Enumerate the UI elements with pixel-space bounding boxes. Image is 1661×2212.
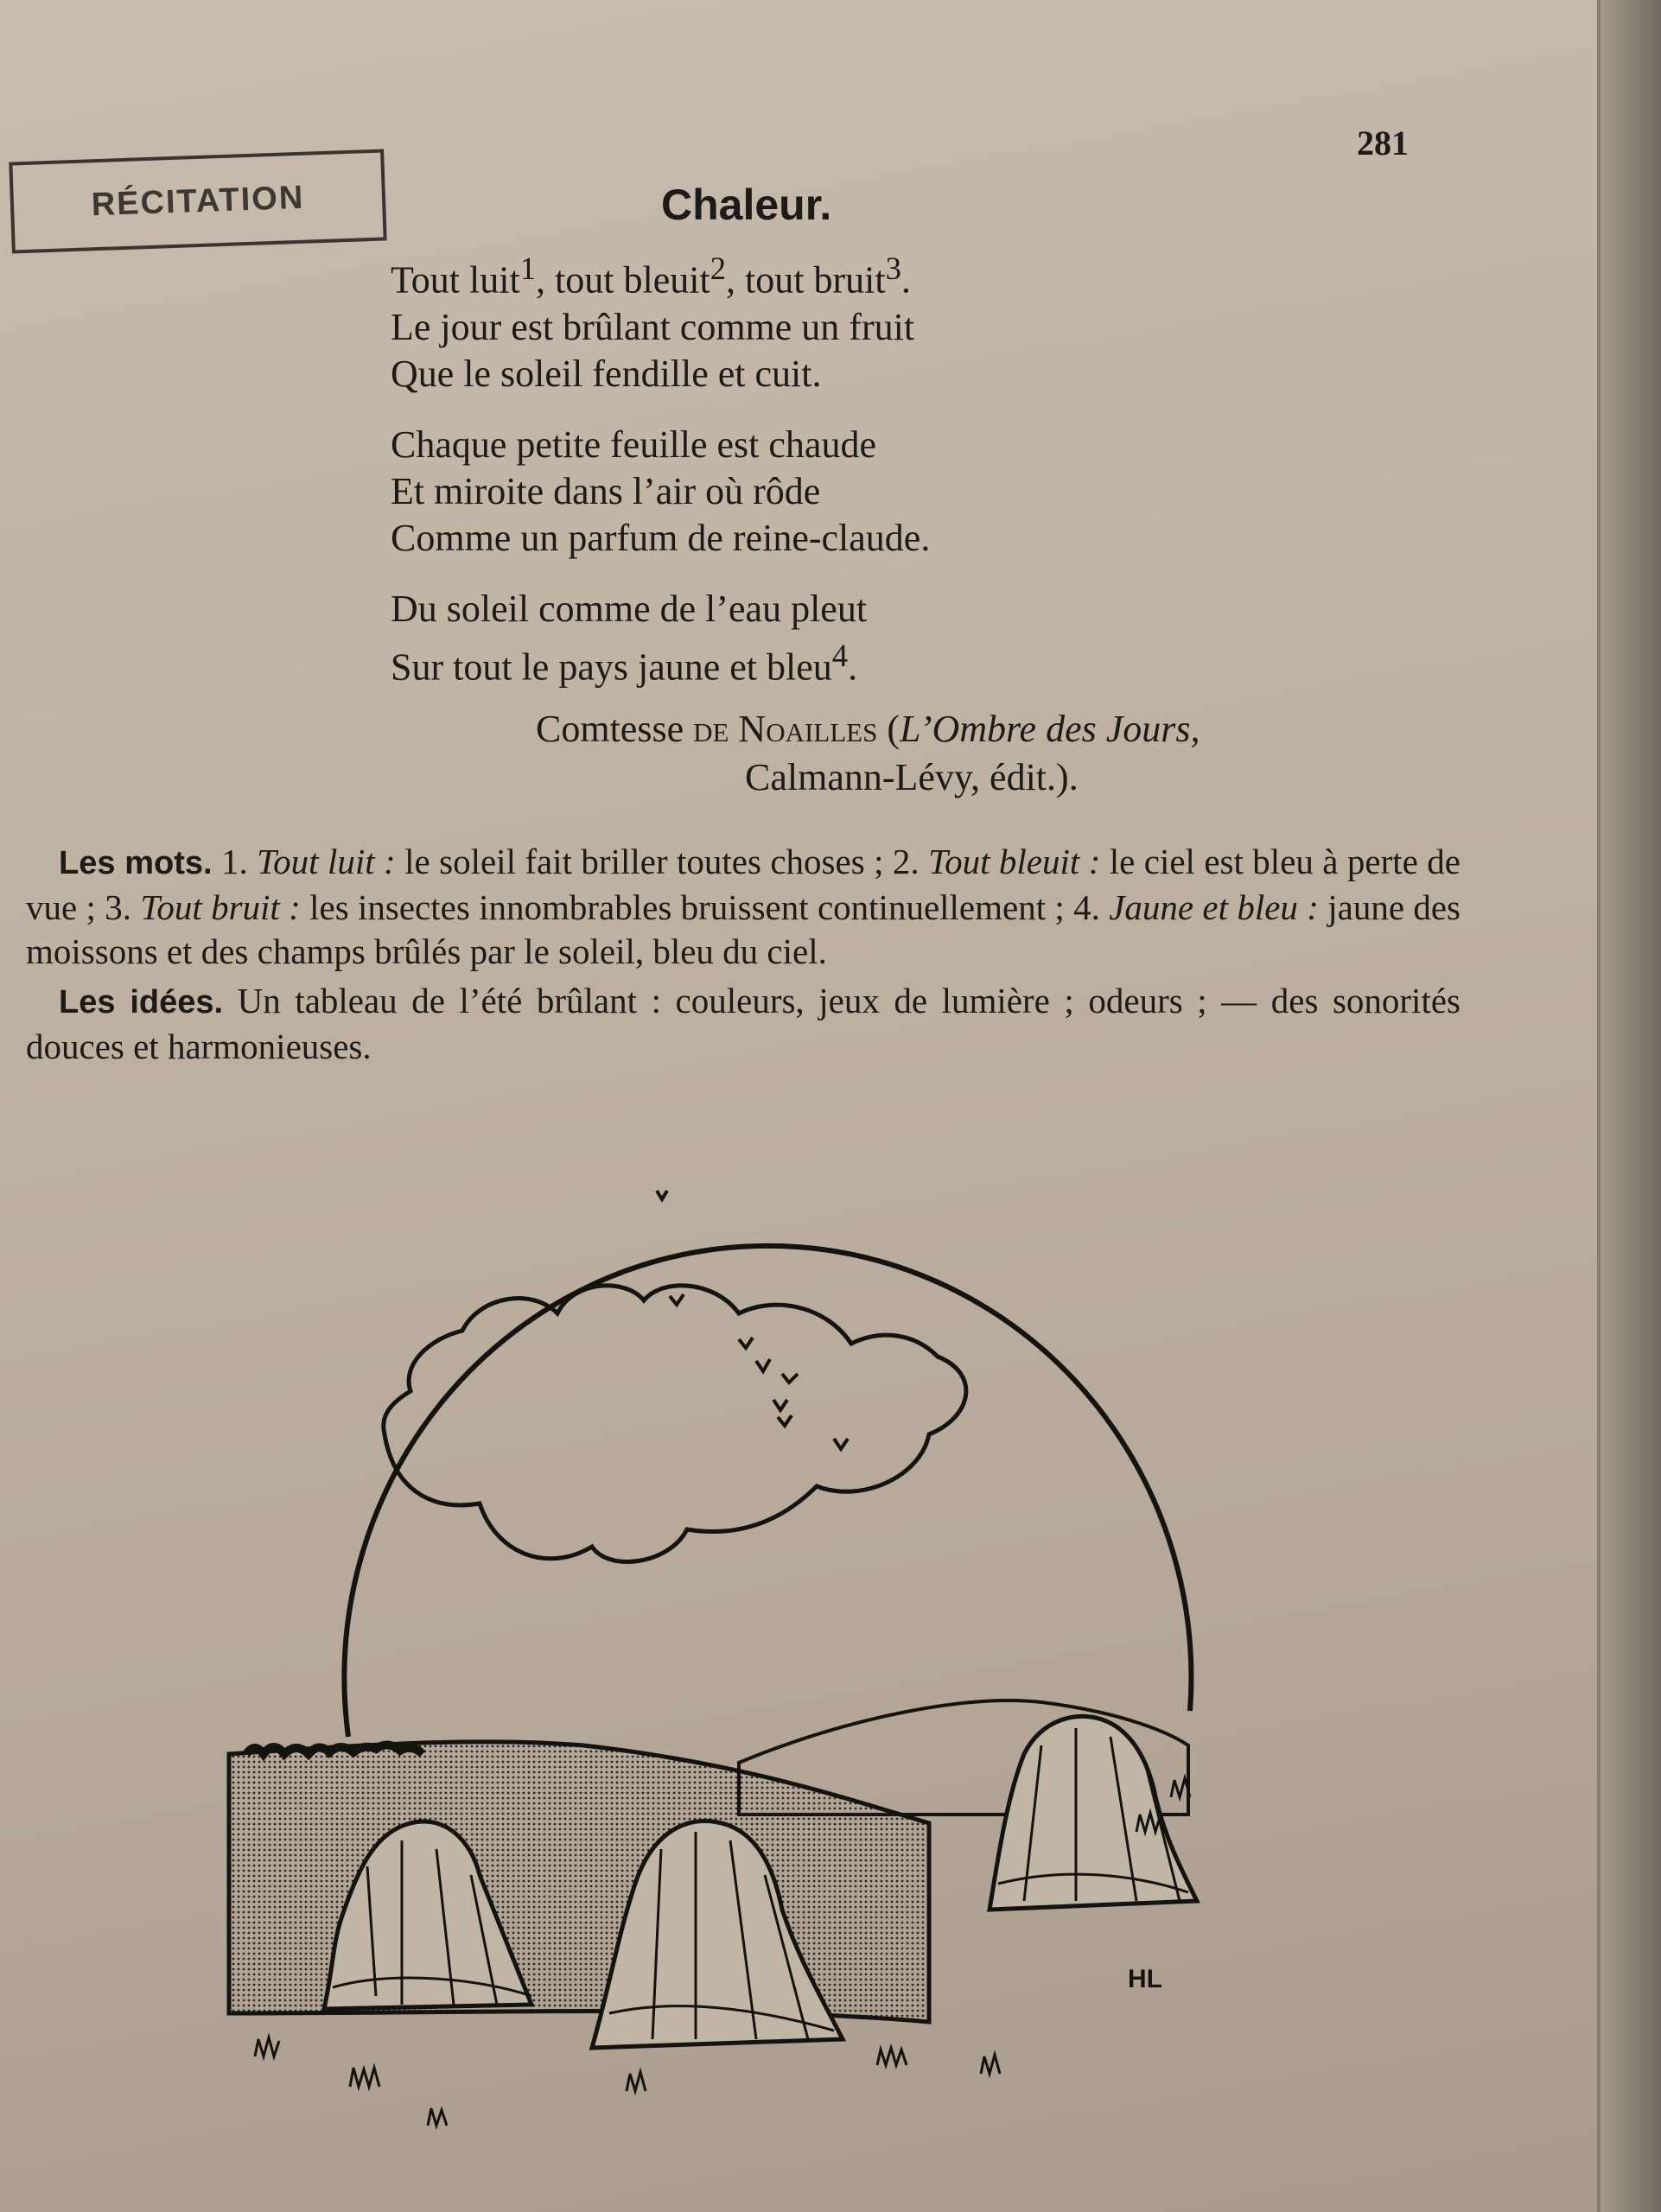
stanza-2 — [391, 422, 1168, 562]
poem-line: Chaque petite feuille est chaude — [391, 423, 876, 466]
footnote-marker: 2 — [710, 251, 727, 286]
poem — [391, 245, 1168, 715]
notes-idees: Les idées. Un tableau de l’été brûlant : couleurs, jeux de lumière ; odeurs ; — des sonorités douces et harmonieuses. — [26, 981, 1461, 1066]
poem-line: Que le soleil fendille et cuit. — [391, 352, 822, 395]
attribution: Comtesse de Noailles (L’Ombre des Jours, Calmann-Lévy, édit.). — [536, 705, 1365, 802]
page-number: 281 — [1357, 124, 1409, 162]
stanza-1 — [391, 245, 1168, 397]
work-title: L’Ombre des Jours, — [900, 708, 1200, 750]
notes-mots: Les mots. 1. Tout luit : le soleil fait briller toutes choses ; 2. Tout bleuit : le ciel est bleu à perte de vue ; 3. Tout bruit : les insectes innombrables bruissent continuellement ; 4. Jaune et bleu : jaune des moissons et des champs brûlés par le soleil, bleu du ciel. — [26, 842, 1461, 971]
notes — [26, 840, 1461, 1069]
harvest-illustration — [220, 1158, 1344, 2143]
footnote-marker: 3 — [885, 251, 901, 286]
footnote-marker: 1 — [519, 251, 537, 286]
author-name: de Noailles — [693, 708, 878, 750]
poem-line: Et miroite dans l’air où rôde — [391, 469, 821, 512]
footnote-marker: 4 — [831, 637, 849, 673]
poem-line: Tout luit$^1$, tout bleuit$^2$, tout bruit$^3$. — [391, 251, 911, 302]
recitation-stamp: RÉCITATION — [9, 149, 386, 253]
cloud — [384, 1286, 966, 1562]
birds — [657, 1191, 848, 1449]
poem-line: Le jour est brûlant comme un fruit — [391, 305, 915, 348]
page-edge — [1601, 0, 1661, 2212]
poem-line: Sur tout le pays jaune et bleu$^4$. — [391, 637, 858, 689]
poem-line: Du soleil comme de l’eau pleut — [391, 587, 868, 630]
poem-line: Comme un parfum de reine-claude. — [391, 516, 931, 559]
illustrator-signature: HL — [1128, 1965, 1162, 1993]
poem-title: Chaleur. — [661, 181, 832, 229]
publisher: Calmann-Lévy, édit.). — [745, 756, 1079, 798]
stanza-3 — [391, 586, 1168, 691]
